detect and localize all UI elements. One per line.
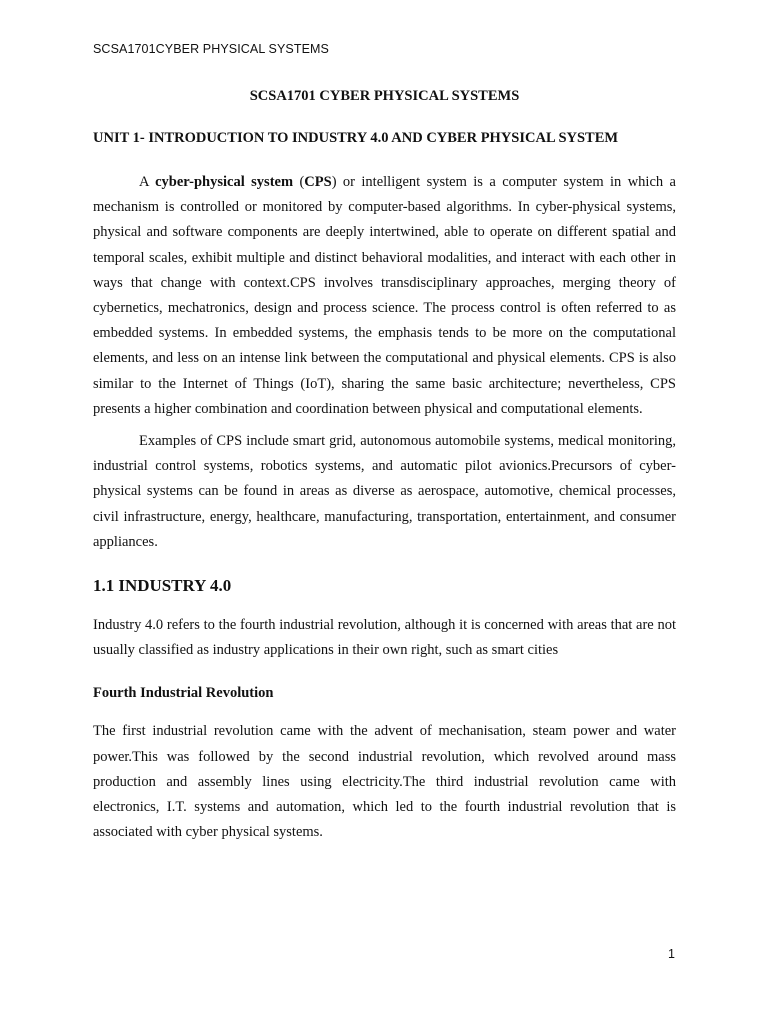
- subheading-fourth-revolution: Fourth Industrial Revolution: [93, 685, 274, 702]
- page-number: 1: [668, 947, 675, 961]
- intro-abbr: CPS: [304, 174, 332, 190]
- document-body: [93, 86, 676, 845]
- intro-mid: (: [293, 174, 305, 190]
- unit-title: UNIT 1- INTRODUCTION TO INDUSTRY 4.0 AND CYBER PHYSICAL SYSTEM: [93, 130, 619, 146]
- intro-paragraph: [93, 170, 676, 422]
- intro-term: cyber-physical system: [155, 174, 294, 190]
- intro-rest: ) or intelligent system is a computer system in which a mechanism is controlled or monitored by computer-based algorithms. In cyber-physical systems, physical and software components are deeply intertwined, able to operate on different spatial and temporal scales, exhibit multiple and distinct behavioral modalities, and interact with each other in ways that change with context.CPS involves transdisciplinary approaches, merging theory of cybernetics, mechatronics, design and process science. The process control is often referred to as embedded systems. In embedded systems, the emphasis tends to be more on the computational elements, and less on an intense link between the computational and physical elements. CPS is also similar to the Internet of Things (IoT), sharing the same basic architecture; nevertheless, CPS presents a higher combination and coordination between physical and computational elements.: [93, 174, 676, 417]
- fourth-revolution-paragraph: The first industrial revolution came with the advent of mechanisation, steam power and water power.This was followed by the second industrial revolution, which revolved around mass production and assembly lines using electricity.The third industrial revolution came with electronics, I.T. systems and automation, which led to the fourth industrial revolution that is associated with cyber physical systems.: [93, 723, 676, 841]
- running-header: SCSA1701CYBER PHYSICAL SYSTEMS: [93, 42, 329, 56]
- section-heading-industry-4: 1.1 INDUSTRY 4.0: [93, 576, 232, 596]
- intro-lead: A: [139, 174, 156, 190]
- document-title: SCSA1701 CYBER PHYSICAL SYSTEMS: [249, 88, 520, 104]
- examples-paragraph: Examples of CPS include smart grid, autonomous automobile systems, medical monitoring, industrial control systems, robotics systems, and automatic pilot avionics.Precursors of cyber-physical systems can be found in areas as diverse as aerospace, automotive, chemical processes, civil infrastructure, energy, healthcare, manufacturing, transportation, entertainment, and consumer appliances.: [93, 433, 676, 550]
- industry-4-paragraph: Industry 4.0 refers to the fourth industrial revolution, although it is concerned with areas that are not usually classified as industry applications in their own right, such as smart cities: [93, 617, 676, 659]
